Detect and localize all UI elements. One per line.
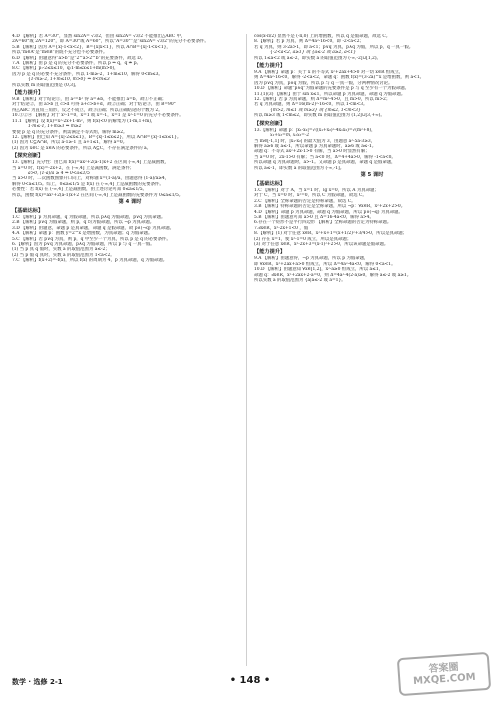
text-line: 必要性：若 f(x) 在 (-∞,4] 上是减函数，由上述讨论可知 0≤a≤1/5。 (12, 187, 147, 193)
lesson-heading: 第 5 课时 (360, 171, 384, 178)
text-line: 所以实数 m 的取值范围是 (0,3]。 (12, 82, 80, 88)
section-heading: 【能力提升】 (254, 63, 286, 70)
text-line: 要使 p 是 q 的充分条件，则需满足不等式组，解得 m≥2。 (12, 129, 128, 135)
text-line: 所以 a≤-1，即实数 a 的取值范围为 (-∞,-1]。 (254, 165, 345, 171)
section-heading: 【探究创新】 (254, 120, 286, 127)
text-line: 解得 a≥6 或 a≤-1，所以命题 p 为真命题时，a≥6 或 a≤-1。 (254, 143, 377, 149)
text-line: 所以 m≥3 或 1<m≤2，即实数 m 的取值范围为 (1,2]∪[3,+∞)。 (254, 113, 385, 119)
column-divider (246, 34, 247, 666)
subject-label: 数学 · 选修 2-1 (12, 678, 63, 686)
text-line: 因为 p 是 q 的必要不充分条件，所以 1-m≥-2，1+m≤10，解得 0<m≤3。 (12, 71, 163, 77)
text-line: 所以实数 a 的取值范围为 {a|a≤-2 或 a=1}。 (254, 278, 346, 284)
text-line: 11.(1)(3) 【解析】由于 sin x≤1，所以命题 p 为真命题，命题 q 为假命题。 (254, 91, 406, 97)
text-line: 11.1 【解析】设 f(x)=x²-2x+1-m²，则 f(x)<0 的解集为 (1-m,1+m)， (12, 118, 156, 124)
text-line: 7.∃x∈R，x²-2x+1<0 ，假 (254, 225, 309, 231)
text-line: 当 a>0 时，二次函数图象开口向上，对称轴 x=(1-a)/a，由题意得 (1-a)/a≥4， (12, 176, 170, 182)
formula-line: {m>2, m≤1 或 m≥3} 或 {m≤2, 1<m<3} (270, 107, 361, 113)
text-line: 命题 q：∃x∈R，x²+2ax+2-a=0，则 Δ=4a²-4(2-a)≥0，解得 a≤-2 或 a≥1。 (254, 272, 412, 278)
text-line: 所以“m∈A”是“m∈B”的既不充分也不必要条件。 (12, 50, 108, 56)
text-line: 当 m∈[-1,1] 时，|x₁-x₂| 的最大值为 3，由题意 a²-5a-3≥3， (254, 138, 376, 144)
text-line: 8.C 【解析】p:-2≤x≤10，q:1-m≤x≤1+m(m>0)， (12, 66, 119, 72)
text-line: 3.D 【解析】由题意，命题 p 是真命题，命题 q 是假命题，故 p∧(¬q) 为真命题。 (12, 225, 174, 231)
text-line: 因为 p∨q 为真，p∧q 为假，所以 p 与 q 一真一假，分两种情况讨论。 (254, 80, 393, 86)
text-line: (1) 当 p 真 q 假时，实数 a 的取值范围为 a≤-2； (12, 247, 110, 253)
text-line: 3.B 【解析】特称命题的否定是全称命题，所以 ¬p：∀x∈R，x²+2x+2>0。 (254, 204, 406, 210)
page-number: • 148 • (229, 675, 271, 686)
text-line: 即 ∀x∈R，x²+2ax+a>0 恒成立，所以 Δ=4a²-4a<0，解得 0<a<1。 (254, 261, 396, 267)
text-line: 13.【解析】命题 p：|x₁-x₂|=√((x₁+x₂)²-4x₁x₂)=√(m²+8)， (254, 127, 376, 133)
formula-line: {-2<a<2, a≥1} 或 {a≤-2 或 a≥2, a<1} (270, 50, 357, 56)
text-line: 当 a=0 时，2x-1>0 有解；当 a<0 时，Δ=4+4a>0，解得 -1<a<0。 (254, 154, 396, 160)
site-watermark-logo (397, 652, 491, 696)
section-heading: 【基础达标】 (12, 207, 44, 214)
text-line: 得△ABC 为直角三角形，反之不成立，故③正确；所以正确结论的个数为 2。 (12, 107, 163, 113)
text-line: 4.D 【解析】若 A=30°，显然 sin2A= √3/2，但由 sin2A= √3/2 不能推出△ABC 中， (12, 34, 186, 39)
text-line: 5.B 【解析】因为 A={x|-1<x<2}，B={x|x<1}，所以 A∩B={x|-1<x<1}， (12, 44, 171, 50)
left-column (12, 34, 248, 666)
text-line: 8.【解析】若 p 为真，则 Δ=4a²-16<0，即 -2<a<2； (254, 39, 364, 45)
text-line: cos(x-π/2) 显然不是 (-π,0) 上的增函数，所以 q 是假命题，故选 C。 (254, 34, 391, 39)
text-line: 7.A 【解析】由 p 是 q 的充分不必要条件，所以 p ⇒ q，q ⇏ p。 (12, 61, 141, 67)
text-line: (2) 存在 x=1，使 x²-1=0 成立，所以是真命题； (254, 236, 352, 242)
text-line: 4.A 【解析】命题 p：函数 y=2^x 是增函数，为真命题；q 为假命题。 (12, 231, 153, 237)
formula-line: a>0, (1-a)/a ≥ 4 ⇒ 0<a≤1/5 (28, 170, 90, 176)
text-line: 9.A 【解析】命题 p：关于 x 的不等式 x²+2ax+4>0 对一切 x∈R 恒成立， (254, 70, 404, 76)
text-line: 10.①②④ 【解析】对于 x²-1=0，x=1 或 x=-1，x=1 是 x²-1=0 的充分不必要条件。 (12, 113, 184, 119)
text-line: 所以命题 q 为真命题时，a>-1。又命题 p 是真命题，命题 q 是假命题， (254, 160, 396, 166)
formula-line: x₁+x₂=m, x₁x₂=-2 (270, 133, 310, 139)
text-line: 4.D 【解析】命题 p 为真命题，命题 q 为假命题，所以 p∧(¬q) 为真命题。 (254, 209, 403, 215)
formula-line: {1-m≥-2, 1+m≤10, m>0} ⇒ 0<m≤3 (28, 77, 110, 83)
text-line: (2) 因为 x∈C 是 x∈A 的必要条件，所以 A⊆C，不存在满足条件的 a。 (12, 145, 152, 151)
text-line: 当 a=0 时，f(x)=-2x+2，在 (-∞,4] 上是减函数，满足条件； (12, 165, 135, 171)
text-line: (1) 因为 C⊆A∩B，所以 a-1≥-1 且 a+1≤1，解得 a=0。 (12, 140, 128, 146)
text-line: 对于 C，当 x=0 时，x²=0，所以 C 为假命题，故选 C。 (254, 193, 367, 199)
text-line: 13.【解析】充分性：由已知 f(x)=ax²+2(a-1)x+2 在区间 (-∞,4] 上是减函数， (12, 160, 169, 166)
section-heading: 【探究创新】 (12, 153, 44, 160)
text-line: 6.【解析】因为 p∨q 为真命题，p∧q 为假命题，所以 p 与 q 一真一假。 (12, 242, 155, 247)
text-line: 1.C 【解析】p 为真命题，q 为假命题，所以 p∧q 为假命题，p∨q 为真命题。 (12, 214, 166, 220)
text-line: 9.B 【解析】对于结论①，由 a²=b² 得 a=±b，不能推出 a=b，故①不正确； (12, 97, 167, 103)
watermark-text-cn: 答案圈 (428, 661, 459, 676)
text-line: 12.【解析】由已知 A={x|-2≤x≤1}，B={x|-1≤x≤2}，所以 A∩B={x|-1≤x≤1}。 (12, 134, 182, 140)
text-line: (3) 对于任意 x∈R，x²-2x+3=(x-1)²+2>0，所以该命题是假命题。 (254, 242, 389, 247)
text-line: 所以，函数 f(x)=ax²+2(a-1)x+2 在区间 (-∞,4] 上是减函数的充要条件为 0≤a≤1/5。 (12, 192, 184, 198)
text-line: 2.B 【解析】p∨q 为假命题，则 p，q 均为假命题，所以 ¬p 为真命题。 (12, 220, 155, 226)
text-line: 1.C 【解析】对于 A，当 x=1 时，lg x=0，所以 A 为真命题； (254, 187, 379, 193)
watermark-text-url: MXQE.COM (412, 671, 476, 688)
text-line: 9.A 【解析】由题意得，¬p 为真命题，所以 p 为假命题， (254, 256, 369, 262)
text-line: 所以 1≤a<2 或 a≤-2，即实数 a 的取值范围为 (-∞,-2]∪[1,2)。 (254, 55, 381, 61)
text-line: 2A=60°或 2A=120°，即 A=30°或 A=60°，所以“A=30°”是“sin2A= √3/2”的充分不必要条件。 (12, 39, 209, 45)
lesson-heading: 第 4 课时 (118, 198, 142, 205)
text-line: 7.C 【解析】f(x+2)=-f(x)，所以 f(x) 的周期为 4，p 为真命题，q 为假命题。 (12, 258, 168, 264)
text-line: 6.存在一个矩形不是平行四边形 【解析】全称命题的否定为特称命题。 (254, 220, 392, 226)
text-line: 解得 0<a≤1/5。综上，0≤a≤1/5 是 f(x) 在 (-∞,4] 上是减函数的充要条件。 (12, 181, 164, 187)
text-line: 则 Δ=4a²-16<0，解得 -2<a<2，命题 q：函数 f(x)=(3-2a)^x 是增函数，则 a<1。 (254, 75, 425, 81)
text-line: 对于结论②，由 a>b 且 c>d 可得 a+c>b+d，故②正确；对于结论③，由 B=90° (12, 102, 176, 108)
text-line: 5.B 【解析】由题意可知 a>0 且 Δ=16-4a<0，解得 a>4。 (254, 214, 374, 220)
text-line: (2) 当 p 假 q 真时，实数 a 的取值范围为 1<a<2。 (12, 252, 115, 258)
text-line: 6.D 【解析】由题意得“a>b”是“2^a>2^b”的充要条件，故选 D。 (12, 55, 146, 61)
text-line: 10.D 【解析】命题“p∧q”为假命题的充要条件是 p 与 q 至少有一个为假命题。 (254, 86, 409, 92)
text-line: 2.C 【解析】全称命题的否定是特称命题，故选 C。 (254, 198, 356, 204)
text-line: 12.【解析】若 p 为真命题，则 Δ=m²-4>0，且 m>0，所以 m>2； (254, 97, 391, 103)
section-heading: 【基础达标】 (254, 180, 286, 187)
text-line: 命题 q：不等式 ax²+2x-1>0 有解，当 a>0 时显然有解； (254, 149, 370, 155)
section-heading: 【能力提升】 (12, 90, 44, 97)
text-line: 若 q 为真，则 3-2a>1，即 a<1；p∨q 为真，p∧q 为假，所以 p，q 一真一假。 (254, 44, 414, 50)
text-line: 5.C 【解析】若 p∨q 为真，则 p，q 中至少一个为真，所以 p 是 q 的必要条件。 (12, 236, 171, 242)
text-line: 8.【解析】(1) 对于任意 x∈R，x²+x+1=(x+1/2)²+3/4>0，所以是真命题； (254, 231, 408, 237)
text-line: 若 q 为真命题，则 Δ=16(m-2)²-16<0，所以 1<m<3。 (254, 102, 368, 108)
section-heading: 【能力提升】 (254, 249, 286, 256)
formula-line: 1-m≤-1, 1+m≥3 ⇒ m≥2 (28, 124, 82, 130)
text-line: 10.D 【解析】由题意知 ∀x∈[1,2]，x²-a≥0 恒成立，所以 a≤1， (254, 267, 384, 273)
right-column (254, 34, 490, 666)
